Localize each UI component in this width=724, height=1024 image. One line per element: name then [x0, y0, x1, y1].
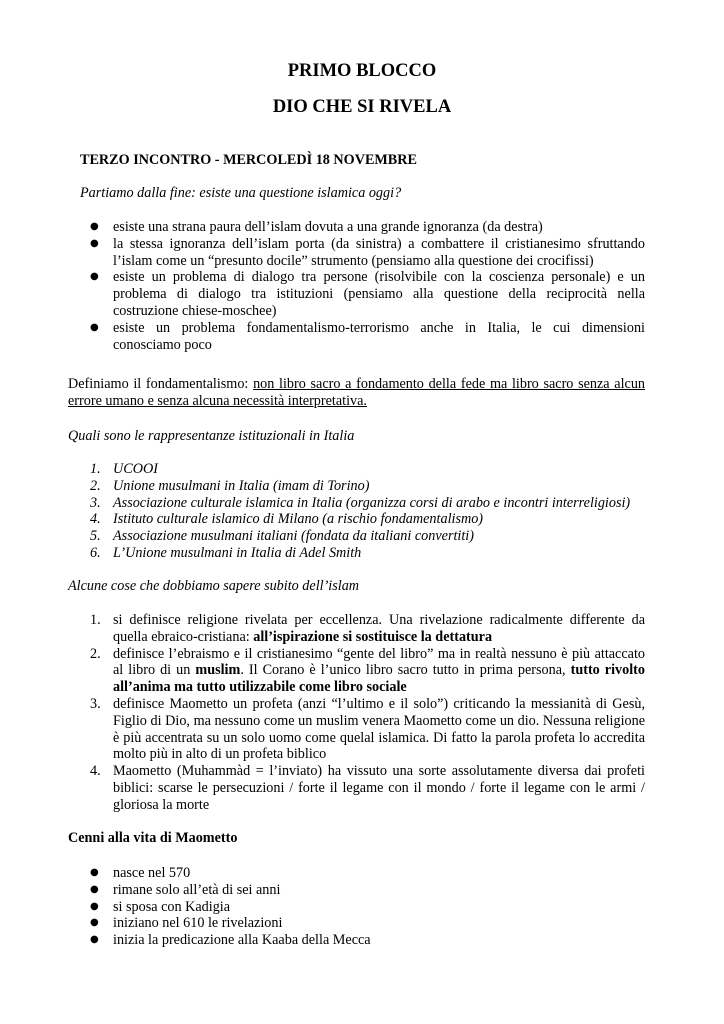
bullet-icon: ● [90, 221, 99, 232]
session-heading: TERZO INCONTRO - MERCOLEDÌ 18 NOVEMBRE [80, 152, 417, 168]
list-item: 2. Unione musulmani in Italia (imam di Torino) [90, 477, 370, 494]
list-item: ● esiste un problema fondamentalismo-terrorismo anche in Italia, le cui dimensioni conosciamo poco [90, 319, 645, 353]
list-item: ● esiste un problema di dialogo tra persone (risolvibile con la coscienza personale) e un problema di dialogo tra istituzioni (pensiamo alla questione della reciprocità nella costruzione chiese-moschee) [90, 269, 645, 319]
institutions-list [68, 461, 645, 562]
list-item: ● si sposa con Kadigia [90, 898, 231, 915]
bullet-icon: ● [90, 900, 99, 912]
facts-heading: Alcune cose che dobbiamo sapere subito dell’islam [68, 578, 360, 594]
institutions-heading: Quali sono le rappresentanze istituzionali in Italia [68, 428, 355, 444]
list-item: 1. UCOOI [90, 461, 158, 477]
list-item: 2. definisce l’ebraismo e il cristianesimo “gente del libro” ma in realtà nessuno è più attaccato al libro di un muslim. Il Corano è l’unico libro sacro tutto in prima persona, tutto rivolto all’anima ma tutto utilizzabile come libro sociale [90, 645, 645, 696]
bullet-icon: ● [90, 237, 99, 249]
list-item: ● nasce nel 570 [90, 865, 191, 881]
list-item: 6. L’Unione musulmani in Italia di Adel Smith [90, 544, 362, 561]
bullet-icon: ● [90, 271, 99, 283]
issues-list [68, 219, 645, 353]
life-heading: Cenni alla vita di Maometto [68, 830, 238, 846]
facts-list [68, 612, 645, 814]
list-item: 1. si definisce religione rivelata per eccellenza. Una rivelazione radicalmente differente da quella ebraico-cristiana: all’ispirazione si sostituisce la dettatura [90, 612, 645, 645]
title-dio-che-si-rivela: DIO CHE SI RIVELA [272, 97, 452, 117]
bullet-icon: ● [90, 934, 99, 946]
bullet-icon: ● [90, 917, 99, 929]
intro-question: Partiamo dalla fine: esiste una questione islamica oggi? [80, 185, 402, 201]
list-item: ● iniziano nel 610 le rivelazioni [90, 915, 283, 932]
list-item: 4. Maometto (Muhammàd = l’inviato) ha vissuto una sorte assolutamente diversa dai profeti biblici: scarse le persecuzioni / forte il legame con il mondo / forte il legame con le armi / gloriosa la morte [90, 763, 645, 813]
bullet-icon: ● [90, 883, 99, 895]
list-item: 3. definisce Maometto un profeta (anzi “l’ultimo e il solo”) criticando la messianità di Gesù, Figlio di Dio, ma nessuno come un muslim venera Maometto come un dio. Nessuna religione è più accentrata su un solo uomo come quelal islamica. Di fatto la parola profeta lo accredita molto più in alto di un profeta biblico [90, 695, 645, 763]
bullet-icon: ● [90, 321, 99, 333]
life-list [68, 865, 645, 949]
title-primo-blocco: PRIMO BLOCCO [287, 61, 437, 81]
list-item: 5. Associazione musulmani italiani (fondata da italiani convertiti) [90, 528, 474, 545]
fundamentalism-definition: Definiamo il fondamentalismo: non libro sacro a fondamento della fede ma libro sacro senza alcun errore umano e senza alcuna necessità interpretativa. [68, 376, 646, 409]
list-item: ● inizia la predicazione alla Kaaba della Mecca [90, 932, 371, 949]
list-item: 4. Istituto culturale islamico di Milano (a rischio fondamentalismo) [90, 511, 484, 528]
list-item: ● la stessa ignoranza dell’islam porta (da sinistra) a combattere il cristianesimo sfruttando l’islam come un “presunto docile” strumento (pensiamo alla questione dei crocifissi) [90, 235, 645, 269]
list-item: 3. Associazione culturale islamica in Italia (organizza corsi di arabo e incontri interreligiosi) [90, 494, 631, 511]
bullet-icon: ● [90, 867, 99, 878]
list-item: ● rimane solo all’età di sei anni [90, 881, 281, 898]
list-item: ● esiste una strana paura dell’islam dovuta a una grande ignoranza (da destra) [90, 219, 543, 235]
